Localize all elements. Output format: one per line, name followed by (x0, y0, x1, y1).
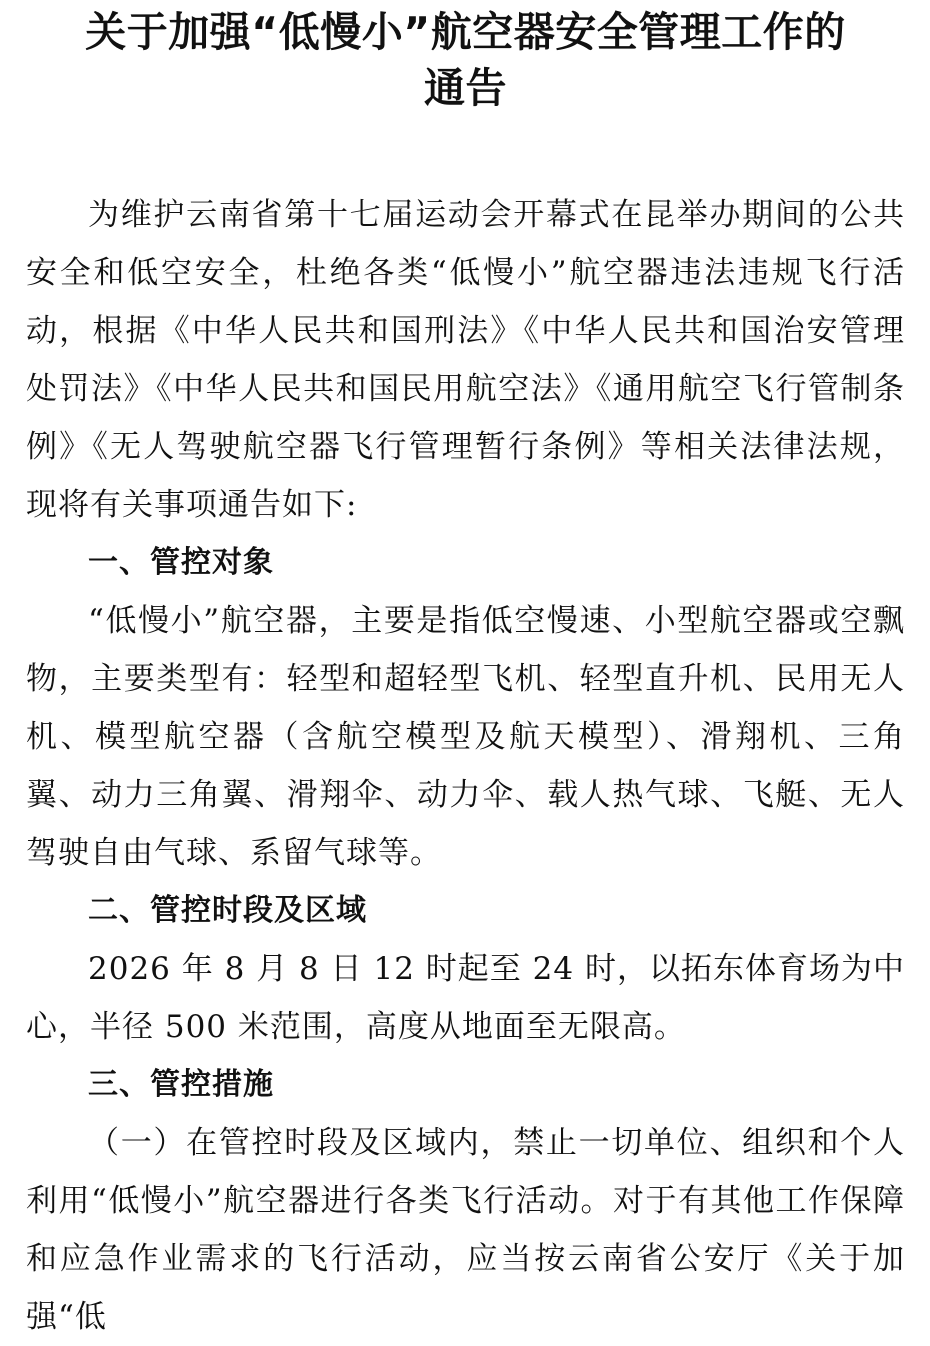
section-paragraph-time-and-area: 2026 年 8 月 8 日 12 时起至 24 时，以拓东体育场为中心，半径 500 米范围，高度从地面至无限高。 (26, 951, 905, 1045)
intro-paragraph: 为维护云南省第十七届运动会开幕式在昆举办期间的公共安全和低空安全，杜绝各类“低慢小”航空器违法违规飞行活动，根据《中华人民共和国刑法》《中华人民共和国治安管理处罚法》《中华人民共和国民用航空法》《通用航空飞行管制条例》《无人驾驶航空器飞行管理暂行条例》等相关法律法规，现将有关事项通告如下: (26, 197, 905, 523)
section-heading-control-objects: 一、管控对象 (88, 545, 274, 580)
document-title (26, 0, 905, 116)
document-title-line-1: 关于加强“低慢小”航空器安全管理工作的 (85, 8, 846, 56)
section-paragraph-control-measures: （一）在管控时段及区域内，禁止一切单位、组织和个人利用“低慢小”航空器进行各类飞行活动。对于有其他工作保障和应急作业需求的飞行活动，应当按云南省公安厅《关于加强“低 (26, 1125, 905, 1335)
document-title-line-2: 通告 (424, 64, 507, 112)
section-heading-time-and-area: 二、管控时段及区域 (88, 893, 367, 928)
section-heading-control-measures: 三、管控措施 (88, 1067, 274, 1102)
document-body (26, 186, 905, 1346)
section-paragraph-control-objects: “低慢小”航空器，主要是指低空慢速、小型航空器或空飘物，主要类型有：轻型和超轻型飞机、轻型直升机、民用无人机、模型航空器（含航空模型及航天模型）、滑翔机、三角翼、动力三角翼、滑翔伞、动力伞、载人热气球、飞艇、无人驾驶自由气球、系留气球等。 (26, 603, 905, 871)
